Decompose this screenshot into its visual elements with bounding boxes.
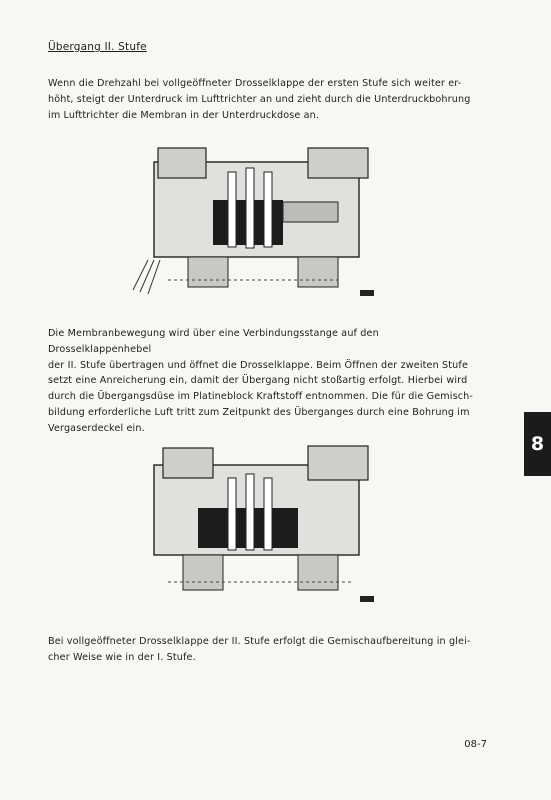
paragraph-intro: Wenn die Drehzahl bei vollgeöffneter Drosselklappe der ersten Stufe sich weiter er- höht, steigt der Unterdruck im Lufttrichter an und zieht durch die Unterdruckbohrung im Lufttrichter die Membran in der Unterdruckdose an.	[48, 78, 471, 121]
section-tab: 8	[524, 412, 551, 476]
page-number: 08-7	[464, 739, 487, 750]
section-heading: Übergang II. Stufe	[48, 41, 147, 53]
paragraph-membrane: Die Membranbewegung wird über eine Verbindungsstange auf den Drosselklappenhebel der II. Stufe übertragen und öffnet die Drosselklappe. Beim Öffnen der zweiten Stufe setzt eine Anreicherung ein, damit der Übergang nicht stoßartig erfolgt. Hierbei wird durch die Übergangsdüse im Platineblock Kraftstoff entnommen. Die für die Gemisch- bildung erforderliche Luft tritt zum Zeitpunkt des Überganges durch eine Bohrung im Vergaserdeckel ein.	[48, 328, 473, 434]
paragraph-conclusion: Bei vollgeöffneter Drosselklappe der II. Stufe erfolgt die Gemischaufbereitung in glei- cher Weise wie in der I. Stufe.	[48, 636, 471, 663]
carburetor-diagram-bottom	[128, 440, 393, 610]
carburetor-diagram-top	[128, 140, 393, 305]
